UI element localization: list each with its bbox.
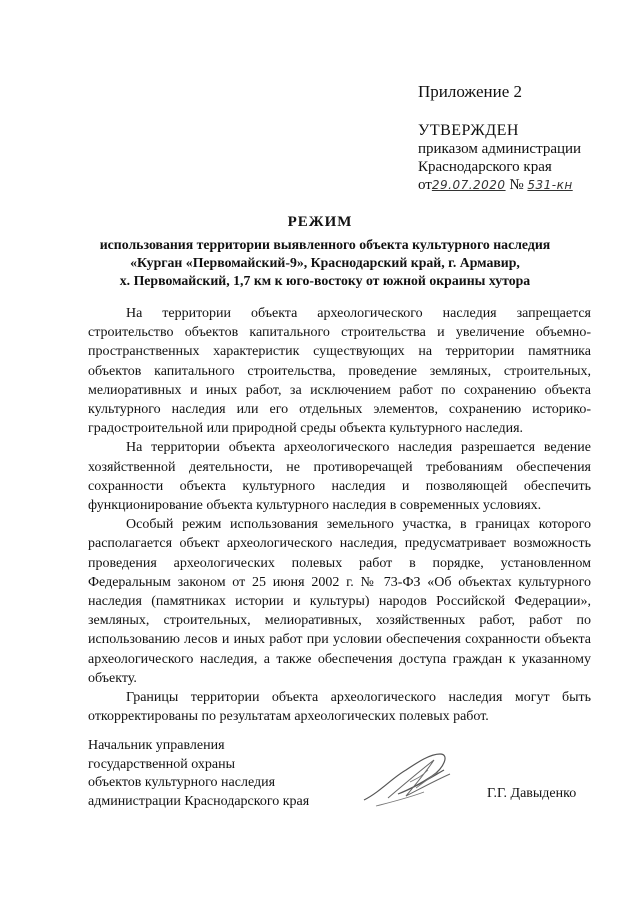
position-line-4: администрации Краснодарского края <box>88 793 310 809</box>
approval-heading: УТВЕРЖДЕН <box>418 122 519 139</box>
approval-block <box>418 122 581 194</box>
paragraph: На территории объекта археологического наследия запрещается строительство объектов капитального строительства и увеличение объемно-пространственных характеристик существующих на территории памятника объектов капитального строительства, проведение земляных, строительных, мелиоративных и иных работ, за исключением работ по сохранению объекта культурного наследия или его отдельных элементов, сохранению историко-градостроительной или природной среды объекта культурного наследия. <box>88 306 591 437</box>
position-line-2: государственной охраны <box>88 756 236 772</box>
paragraph: Границы территории объекта археологического наследия могут быть откорректированы по результатам археологических полевых работ. <box>88 690 591 725</box>
approval-date: 29.07.2020 <box>431 178 506 192</box>
document-title: РЕЖИМ <box>287 214 353 230</box>
subtitle-line-3: х. Первомайский, 1,7 км к юго-востоку от южной окраины хутора <box>119 273 531 288</box>
signatory-name: Г.Г. Давыденко <box>487 786 577 801</box>
approval-line-1: приказом администрации <box>418 141 582 157</box>
date-prefix: от <box>418 177 432 193</box>
handwritten-signature <box>358 748 468 812</box>
document-subtitle <box>82 236 568 290</box>
appendix-label: Приложение 2 <box>418 82 522 101</box>
number-prefix: № <box>509 177 524 193</box>
document-body <box>88 304 591 726</box>
position-line-1: Начальник управления <box>88 738 225 753</box>
position-line-3: объектов культурного наследия <box>88 775 276 790</box>
approval-line-2: Краснодарского края <box>418 159 552 175</box>
approval-number: 531-кн <box>527 178 573 192</box>
paragraph: На территории объекта археологического наследия разрешается ведение хозяйственной деятельности, не противоречащей требованиям обеспечения сохранности объекта культурного наследия и позволяющей обеспечить функционирование объекта культурного наследия в современных условиях. <box>88 440 591 514</box>
subtitle-line-1: использования территории выявленного объекта культурного наследия <box>99 237 551 252</box>
signatory-position <box>88 737 309 811</box>
subtitle-line-2: «Курган «Первомайский-9», Краснодарский край, г. Армавир, <box>130 255 520 270</box>
paragraph: Особый режим использования земельного участка, в границах которого располагается объект археологического наследия, предусматривает возможность проведения археологических полевых работ в порядке, установленном Федеральным законом от 25 июня 2002 г. № 73-ФЗ «Об объектах культурного наследия (памятниках истории и культуры) народов Российской Федерации», земляных, строительных, мелиоративных, хозяйственных работ, работ по использованию лесов и иных работ при условии обеспечения сохранности объекта археологического наследия, а также обеспечения доступа граждан к указанному объекту. <box>88 517 591 686</box>
approval-date-line <box>418 176 581 194</box>
